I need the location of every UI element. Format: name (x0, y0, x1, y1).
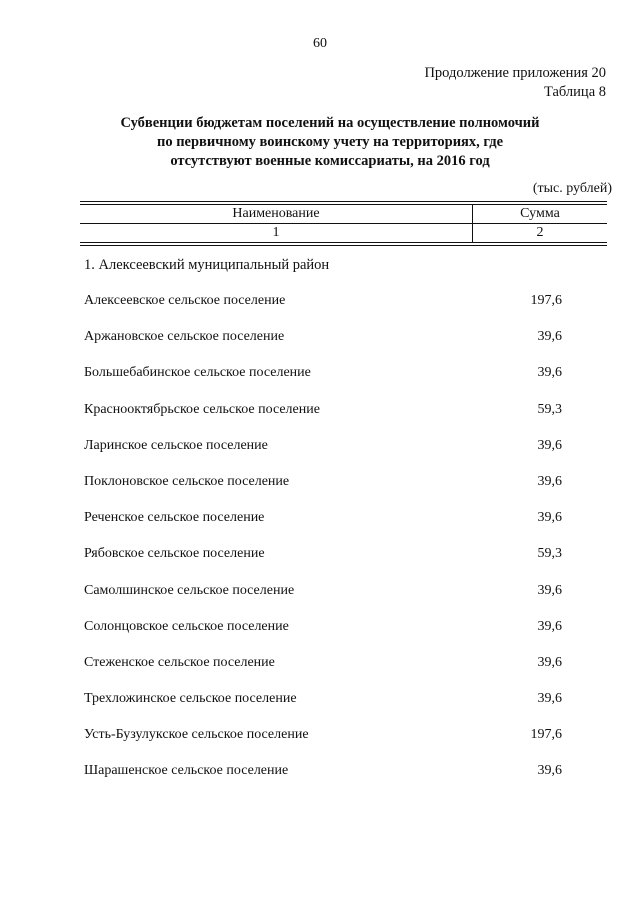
table-row (84, 292, 584, 328)
header-number-row (80, 224, 607, 242)
table-row (84, 762, 584, 798)
settlement-name: Усть-Бузулукское сельское поселение (84, 727, 309, 743)
settlement-name: Краснооктябрьское сельское поселение (84, 401, 320, 417)
settlement-name: Шарашенское сельское поселение (84, 763, 289, 779)
table-row (84, 328, 584, 364)
header-num-2: 2 (536, 225, 544, 240)
settlement-sum: 39,6 (537, 437, 562, 453)
settlement-list (84, 292, 584, 799)
settlement-sum: 39,6 (537, 473, 562, 489)
table-row (84, 437, 584, 473)
settlement-sum: 59,3 (537, 546, 562, 562)
settlement-name: Стеженское сельское поселение (84, 654, 275, 670)
settlement-name: Большебабинское сельское поселение (84, 365, 311, 381)
table-number: Таблица 8 (543, 84, 606, 100)
table-row (84, 545, 584, 581)
settlement-sum: 39,6 (537, 329, 562, 345)
header-num-1: 1 (80, 224, 473, 242)
table-row (84, 690, 584, 726)
settlement-name: Реченское сельское поселение (84, 510, 265, 526)
table-header (80, 201, 607, 246)
table-row (84, 726, 584, 762)
settlement-sum: 39,6 (537, 654, 562, 670)
header-row (80, 205, 607, 223)
district-heading: 1. Алексеевский муниципальный район (84, 257, 330, 273)
header-name: Наименование (80, 205, 473, 223)
settlement-sum: 39,6 (537, 763, 562, 779)
table-row (84, 509, 584, 545)
title-line-1: Субвенции бюджетам поселений на осуществление полномочий (120, 115, 540, 131)
appendix-header (424, 64, 606, 102)
settlement-sum: 39,6 (537, 582, 562, 598)
document-title (60, 114, 600, 171)
settlement-name: Поклоновское сельское поселение (84, 473, 290, 489)
units-label: (тыс. рублей) (532, 181, 612, 196)
settlement-name: Ларинское сельское поселение (84, 437, 268, 453)
table-row (84, 401, 584, 437)
settlement-sum: 39,6 (537, 510, 562, 526)
settlement-sum: 197,6 (530, 727, 562, 743)
settlement-name: Самолшинское сельское поселение (84, 582, 295, 598)
settlement-name: Трехложинское сельское поселение (84, 691, 297, 707)
table-row (84, 654, 584, 690)
table-row (84, 473, 584, 509)
title-line-2: по первичному воинскому учету на территориях, где (156, 134, 504, 150)
table-row (84, 364, 584, 400)
header-bottom-rule (80, 242, 607, 246)
settlement-name: Рябовское сельское поселение (84, 546, 265, 562)
table-row (84, 582, 584, 618)
table-row (84, 618, 584, 654)
appendix-line: Продолжение приложения 20 (424, 65, 606, 81)
settlement-name: Аржановское сельское поселение (84, 329, 285, 345)
settlement-sum: 39,6 (537, 365, 562, 381)
title-line-3: отсутствуют военные комиссариаты, на 2016 год (170, 153, 490, 169)
settlement-sum: 197,6 (530, 293, 562, 308)
settlement-sum: 59,3 (537, 401, 562, 417)
settlement-sum: 39,6 (537, 691, 562, 707)
settlement-name: Солонцовское сельское поселение (84, 618, 289, 634)
page-number: 60 (313, 36, 327, 51)
settlement-name: Алексеевское сельское поселение (84, 293, 286, 308)
header-sum: Сумма (520, 206, 560, 221)
settlement-sum: 39,6 (537, 618, 562, 634)
